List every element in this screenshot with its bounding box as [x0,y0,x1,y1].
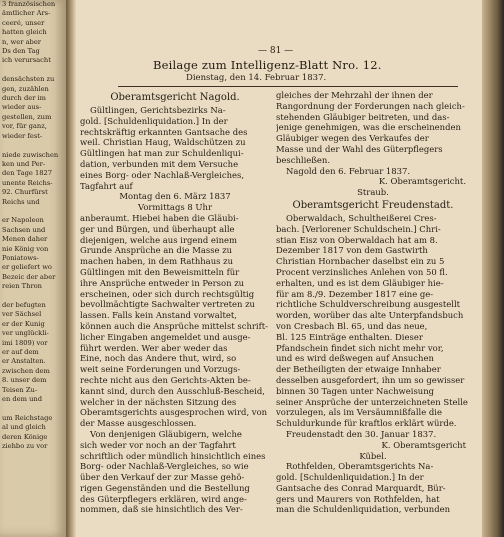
text-line: beschließen. [276,154,331,165]
text-line: K. Oberamtsgericht [381,439,466,450]
strip-line: zwischen dem [2,366,50,375]
text-line: weil. Christian Haug, Waldschützen zu [80,137,246,148]
strip-line: 3 französischen [2,0,56,8]
text-line: ger und Bürgen, und überhaupt alle [80,223,235,234]
text-line: Oberamtsgerichts ausgesprochen wird, von [80,407,268,418]
text-line: schriftlich oder mündlich hinsichtlich eines [80,450,266,461]
section-heading: Oberamtsgericht Freudenstadt. [292,199,454,211]
text-line: der Masse ausgeschlossen. [80,418,197,429]
strip-line: ceeré, unser [2,18,45,27]
text-line: lassen. Falls kein Anstand vorwaltet, [80,310,237,321]
strip-line: Ds den Tag [2,47,40,56]
text-line: jenige genehmigen, was die erscheinenden [276,122,461,133]
text-line: für am 8./9. Dezember 1817 eine ge- [276,288,434,299]
text-line: Vormittags 8 Uhr [138,202,212,213]
strip-line: ken und Per- [2,159,46,168]
strip-line: n, wer aber [2,37,41,46]
page-date: Dienstag, den 14. Februar 1837. [186,73,327,83]
text-line: eines Borg- oder Nachlaß-Vergleiches, [80,169,245,180]
text-line: rechte nicht aus den Gerichts-Akten be- [80,374,251,385]
text-line: man die Schuldenliquidation, verbunden [276,504,451,515]
strip-line: reien Thron [2,282,42,291]
text-line: gold. [Schuldenliquidation.] In der [80,115,228,126]
strip-line: er geliefert wo [2,263,52,272]
facing-page-strip [0,0,66,537]
strip-line: ämtlicher Ars- [2,9,51,18]
strip-line: er der Kunig [2,319,45,328]
text-line: desselben ausgefordert, ihn um so gewisser [276,374,465,385]
strip-line: unente Reichs- [2,178,53,187]
strip-line: den Tage 1827 [2,169,52,178]
strip-line: ich verursacht [2,56,51,65]
strip-line: imi 1809) vor [2,338,48,347]
strip-line: er Napoleon [2,216,44,225]
text-line: Kübel. [359,450,387,461]
text-line: gold. [Schuldenliquidation.] In der [276,472,424,483]
strip-line: ver unglückli- [2,329,49,338]
text-line: und es wird deßwegen auf Ansuchen [276,353,434,364]
text-line: bach. [Verlorener Schuldschein.] Chri- [276,223,441,234]
strip-line: der befugten [2,301,46,309]
strip-line [0,141,66,150]
page-number: — 81 — [258,46,294,56]
strip-line: ziehbo zu vor [2,442,48,451]
section-heading: Oberamtsgericht Nagold. [110,92,240,103]
text-line: binnen 30 Tagen unter Nachweisung [276,385,435,396]
strip-line: en dem und [2,395,42,404]
text-line: über den Verkauf der zur Masse gehö- [80,472,245,483]
text-line: Montag den 6. März 1837 [119,191,231,202]
strip-line: nie König von [2,244,49,253]
text-line: Bl. 125 Einträge enthalten. Dieser [276,331,423,342]
strip-line: gen, zuzählen [2,84,49,93]
strip-line: deren Könige [2,432,48,441]
text-line: machen haben, in dem Rathhaus zu [80,256,234,267]
strip-line: densächsten zu [2,75,55,84]
text-line: gleiches der Mehrzahl der ihnen der [276,90,433,100]
text-line: rigen Gegenständen und die Bestellung [80,482,250,493]
text-line: Freudenstadt den 30. Januar 1837. [286,428,437,439]
strip-line: Reichs und [2,197,40,206]
strip-line: Poniatows- [2,253,39,262]
text-line: Borg- oder Nachlaß-Vergleiches, so wie [80,461,249,472]
text-line: weit seine Forderungen und Vorzugs- [80,364,241,375]
text-line: Gültlingen, Gerichtsbezirks Na- [90,105,226,115]
strip-line: wieder aus- [2,103,42,112]
text-line: gers und Maurers von Rothfelden, hat [276,493,440,504]
text-line: Pfandschein findet sich nicht mehr vor, [276,342,444,353]
strip-line: Teisen Zu- [2,385,38,394]
text-line: Gläubiger wegen des Verkaufes der [276,133,429,144]
text-line: anberaumt. Hiebei haben die Gläubi- [80,212,239,223]
text-line: welcher in der nächsten Sitzung des [80,396,237,407]
strip-line: 92. Churfürst [2,188,48,197]
text-line: bevollmächtigte Sachwalter vertreten zu [80,299,255,310]
strip-line: Menen daher [2,235,48,244]
strip-line: um Reichstage [2,413,53,422]
strip-line: wieder fest- [2,131,43,140]
text-line: Dezember 1817 von dem Gastwirth [276,245,428,256]
text-line: des Güterpflegers erklären, wird ange- [80,493,247,504]
text-line: stehenden Gläubiger beitreten, und das- [276,111,450,122]
text-line: Gültlingen hat man zur Schuldenliqui- [80,148,244,159]
text-line: Grunde Ansprüche an die Masse zu [80,245,233,256]
text-line: Gantsache des Conrad Marquardt, Bür- [276,482,446,493]
text-line: K. Oberamtsgericht. [378,176,466,187]
text-line: Christian Hornbacher daselbst ein zu 5 [276,256,445,267]
text-line: führt werden. Wer aber weder das [80,342,228,353]
text-line: dation, verbunden mit dem Versuche [80,158,239,169]
text-line: nommen, daß sie hinsichtlich des Ver- [80,504,243,515]
right-column [276,90,470,515]
text-line: Procent verzinsliches Anlehen von 50 fl. [276,266,448,277]
strip-line: vor, für ganz, [2,122,47,131]
strip-line [0,207,66,216]
text-line: können auch die Ansprüche mittelst schrift- [80,320,268,331]
text-line: diejenigen, welche aus irgend einem [80,234,238,245]
page-gutter [66,0,76,537]
text-line: stian Eisz von Oberwaldach hat am 8. [276,234,438,245]
strip-line [0,404,66,413]
left-column [80,90,270,515]
text-line: Masse und der Wahl des Güterpflegers [276,143,443,154]
strip-line: 8. unser dem [2,376,47,385]
strip-line: ver Sächsel [2,310,42,319]
strip-line: al und gleich [2,423,46,432]
binding-edge [482,0,504,537]
text-line: Straub. [357,187,389,198]
strip-line [0,292,66,301]
text-line: Rothfelden, Oberamtsgerichts Na- [286,461,434,472]
text-line: Rangordnung der Forderungen nach gleich- [276,100,465,111]
text-line: Gültlingen mit den Beweismitteln für [80,266,240,277]
text-line: vorzulegen, als im Versäumnißfalle die [276,407,442,418]
text-line: Oberwaldach, Schultheißerei Cres- [286,212,437,223]
strip-line: Bezeic der aber [2,272,56,281]
text-line: richtliche Schuldverschreibung ausgestellt [276,299,461,310]
text-line: licher Eingaben angemeldet und ausge- [80,331,251,342]
strip-line: Sachsen und [2,225,46,234]
text-line: kannt sind, durch den Ausschluß-Bescheid, [80,385,265,396]
text-line: sich weder vor noch an der Tagfahrt [80,439,236,450]
page-title: Beilage zum Intelligenz-Blatt Nro. 12. [153,58,382,72]
text-line: Von denjenigen Gläubigern, welche [90,428,242,439]
strip-line: er Anstalten. [2,357,46,366]
text-line: seiner Ansprüche der unterzeichneten Stelle [276,396,468,407]
text-line: erhalten, und es ist dem Gläubiger hie- [276,277,444,288]
text-line: Nagold den 6. Februar 1837. [286,165,411,176]
text-line: ihre Ansprüche entweder in Person zu [80,277,245,288]
text-line: rechtskräftig erkannten Gantsache des [80,126,248,137]
strip-line [0,66,66,75]
text-line: der Betheiligten der etwaige Innhaber [276,364,441,375]
text-line: Eine, noch das Andere thut, wird, so [80,353,237,364]
text-line: Tagfahrt auf [80,180,133,191]
strip-line: durch der im [2,94,47,103]
text-line: erscheinen, oder sich durch rechtsgültig [80,288,255,299]
strip-line: er auf dem [2,348,39,357]
text-line: von Cresbach Bl. 65, und das neue, [276,320,428,331]
text-line: worden, worüber das alte Unterpfandsbuch [276,310,464,321]
strip-line: hatten gleich [2,28,47,37]
header-rule [118,86,458,87]
text-line: Schuldurkunde für kraftlos erklärt würde. [276,418,457,429]
strip-line: gestellen, zum [2,112,52,121]
strip-line: niede zuwischen [2,150,59,159]
